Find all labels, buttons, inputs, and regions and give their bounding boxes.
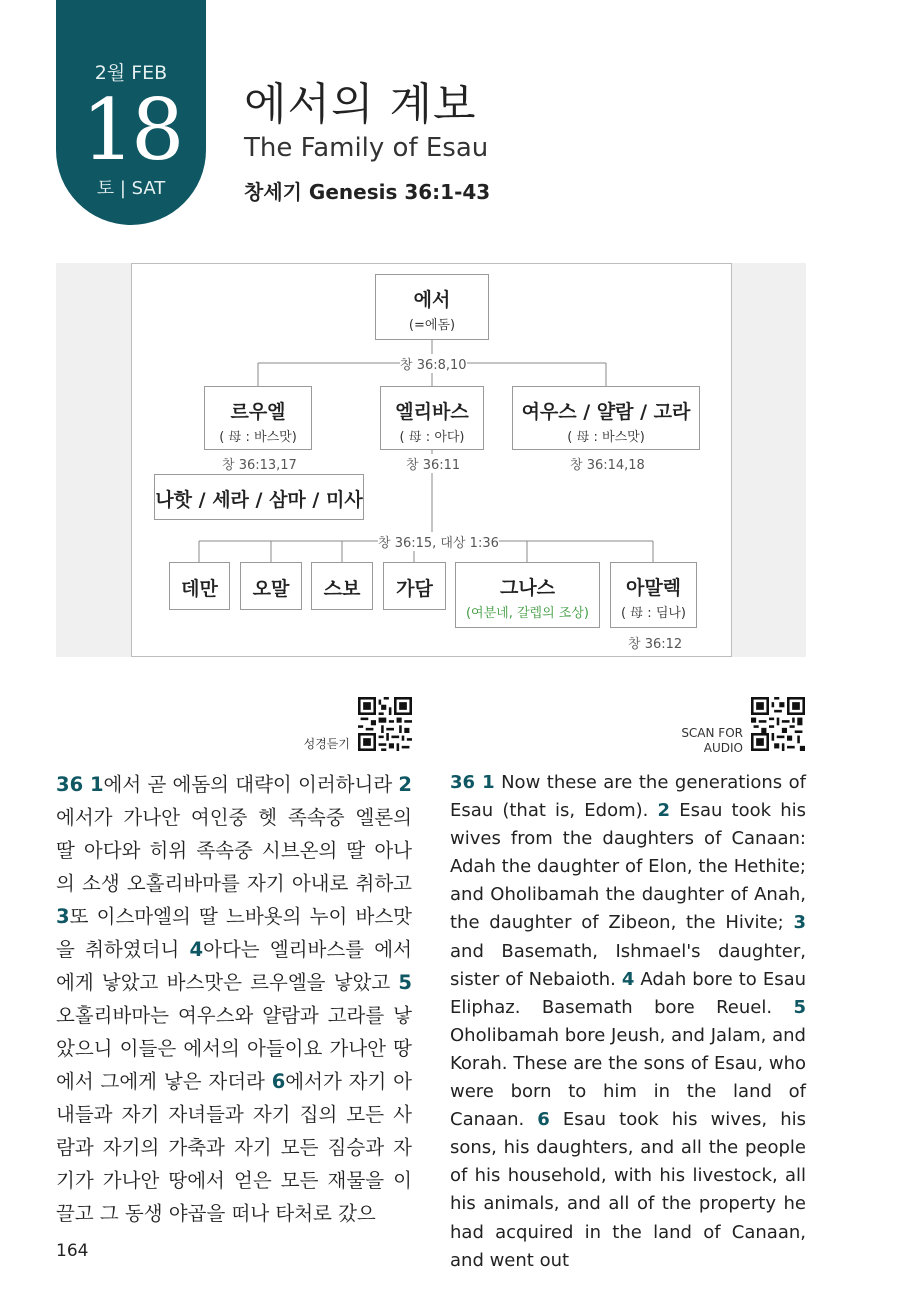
node-esau-sub: (=에돔) — [408, 318, 456, 333]
audio-label-korean: 성경듣기 — [303, 737, 350, 751]
node-reuel-sons-name: 나핫 / 세라 / 삼마 / 미사 — [155, 489, 363, 511]
verse-number: 3 — [793, 912, 806, 934]
audio-label-english-line1: SCAN FOR — [681, 726, 743, 740]
verse-text: 에서가 자기 아내들과 자기 자녀들과 자기 집의 모든 사람과 자기의 가축과 자기 모든 짐승과 자기가 가나안 땅에서 얻은 모든 재물을 이끌고 그 동생 야곱을 떠나 타처로 갔으 — [56, 1070, 412, 1225]
verse-text: Esau took his wives, his sons, his daughters, and all the people of his household, with his livestock, all his animals, and all of the property he had acquired in the land of Canaan, and went out — [450, 1109, 806, 1271]
audio-label-english — [660, 726, 743, 756]
diagram-panel — [131, 263, 732, 657]
scripture-reference: 창세기 Genesis 36:1-43 — [244, 180, 491, 204]
verse-number: 36 1 — [56, 773, 104, 796]
date-day: 18 — [81, 81, 181, 179]
verse-text: 또 이스마엘의 딸 느바욧의 누이 바스맛을 취하였더니 — [56, 905, 412, 961]
node-eliphaz — [380, 386, 484, 450]
node-gatam-name: 가담 — [396, 578, 433, 600]
verse-text: 에서가 가나안 여인중 헷 족속중 엘론의 딸 아다와 히위 족속중 시브온의 딸 아나의 소생 오홀리바마를 자기 아내로 취하고 — [56, 806, 412, 895]
node-reuel-sub: ( 母 : 바스맛) — [219, 430, 297, 445]
audio-label-english-line2: AUDIO — [703, 741, 743, 755]
node-kenaz-sub: (여분네, 갈렙의 조상) — [465, 606, 589, 621]
ref-amalek: 창 36:12 — [628, 633, 682, 652]
node-jeush-jalam-korah-name: 여우스 / 얄람 / 고라 — [521, 401, 691, 423]
node-esau — [375, 274, 489, 340]
verse-text: 아다는 엘리바스를 에서에게 낳았고 바스맛은 르우엘을 낳았고 — [56, 938, 412, 994]
node-kenaz — [455, 562, 600, 628]
qr-code-english-audio[interactable] — [751, 697, 805, 751]
qr-code-korean-audio[interactable] — [358, 697, 412, 751]
node-omar-name: 오말 — [252, 578, 290, 600]
ref-eliphaz-sons: 창 36:15, 대상 1:36 — [378, 532, 499, 551]
page-title-korean: 에서의 계보 — [244, 79, 477, 130]
node-amalek-name: 아말렉 — [625, 577, 682, 599]
node-zepho — [311, 562, 373, 610]
verse-number: 2 — [657, 800, 671, 822]
node-reuel-name: 르우엘 — [230, 401, 286, 423]
verse-text: 에서 곧 에돔의 대략이 이러하니라 — [103, 773, 399, 796]
date-month: 2월 FEB — [94, 62, 168, 84]
verse-text: 오홀리바마는 여우스와 얄람과 고라를 낳았으니 이들은 에서의 아들이요 가나안 땅에서 그에게 낳은 자더라 — [56, 1004, 412, 1093]
node-gatam — [383, 562, 446, 610]
node-teman-name: 데만 — [181, 578, 218, 600]
genealogy-diagram — [56, 263, 806, 657]
node-omar — [240, 562, 302, 610]
node-eliphaz-name: 엘리바스 — [395, 401, 469, 423]
node-esau-name: 에서 — [413, 289, 451, 311]
verse-number: 5 — [793, 996, 806, 1018]
page-number: 164 — [56, 1241, 89, 1261]
verse-number: 5 — [398, 971, 412, 994]
ref-jeush-jalam-korah: 창 36:14,18 — [570, 454, 645, 473]
verse-number: 6 — [271, 1070, 286, 1093]
node-amalek — [610, 562, 697, 628]
verse-number: 4 — [189, 938, 204, 961]
ref-esau-sons: 창 36:8,10 — [400, 354, 467, 373]
verse-text: Adah bore to Esau Eliphaz. Basemath bore Reuel. — [450, 968, 807, 1018]
node-amalek-sub: ( 母 : 딤나) — [620, 606, 687, 621]
page-title-english: The Family of Esau — [244, 133, 489, 163]
english-scripture-text — [450, 769, 806, 1275]
ref-reuel: 창 36:13,17 — [222, 454, 297, 473]
node-zepho-name: 스보 — [323, 578, 361, 600]
node-jeush-jalam-korah — [512, 386, 700, 450]
date-weekday: 토 | SAT — [96, 178, 166, 199]
verse-text: and Basemath, Ishmael's daughter, sister of Nebaioth. — [450, 940, 806, 990]
verse-number: 6 — [537, 1109, 550, 1131]
korean-scripture-text — [56, 768, 412, 1230]
verse-number: 2 — [398, 773, 412, 796]
verse-number: 36 1 — [450, 772, 495, 793]
date-tab — [56, 0, 206, 225]
verse-text: Oholibamah bore Jeush, and Jalam, and Korah. These are the sons of Esau, who were born to him in the land of Canaan. — [450, 1024, 806, 1131]
node-reuel — [204, 386, 312, 450]
node-teman — [169, 562, 230, 610]
node-kenaz-name: 그나스 — [499, 577, 556, 599]
verse-number: 4 — [621, 968, 635, 990]
verse-text: Now these are the generations of Esau (that is, Edom). — [450, 772, 806, 822]
ref-eliphaz: 창 36:11 — [406, 454, 460, 473]
node-jeush-jalam-korah-sub: ( 母 : 바스맛) — [567, 430, 645, 445]
node-reuel-sons — [154, 474, 364, 520]
verse-text: Esau took his wives from the daughters of Canaan: Adah the daughter of Elon, the Hethite; and Oholibamah the daughter of Anah, the daughter of Zibeon, the Hivite; — [450, 800, 806, 934]
verse-number: 3 — [56, 905, 70, 928]
node-eliphaz-sub: ( 母 : 아다) — [399, 430, 465, 445]
